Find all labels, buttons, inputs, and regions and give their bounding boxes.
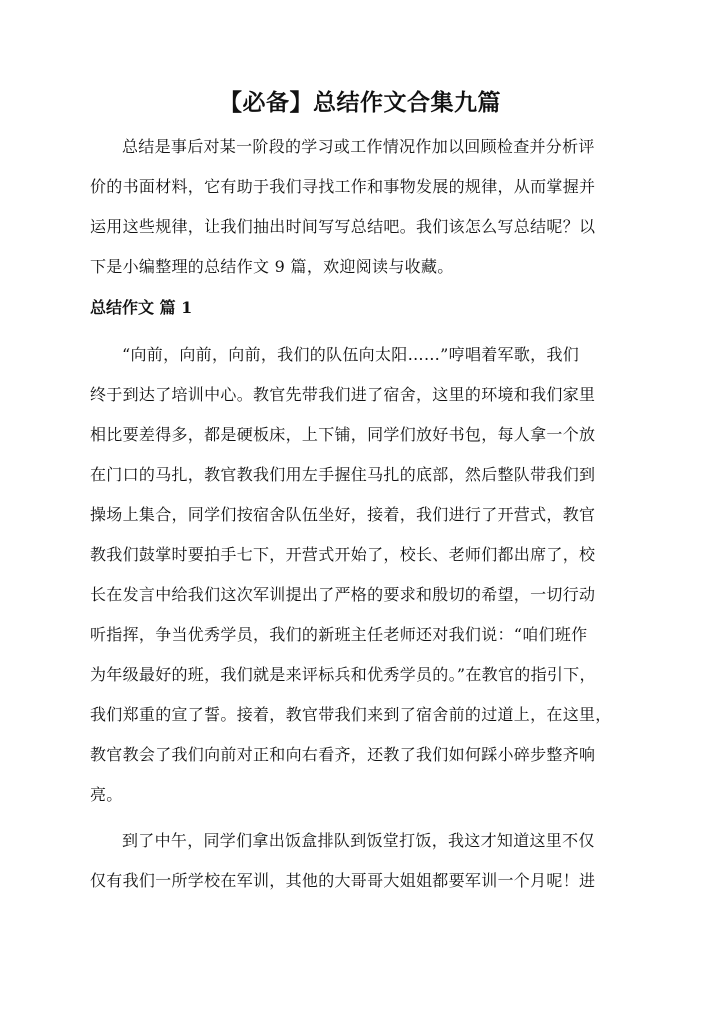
paragraph-line: 相比要差得多，都是硬板床，上下铺，同学们放好书包，每人拿一个放 (90, 425, 596, 444)
intro-line: 价的书面材料，它有助于我们寻找工作和事物发展的规律，从而掌握并 (90, 177, 596, 196)
intro-line: 下是小编整理的总结作文 9 篇，欢迎阅读与收藏。 (90, 257, 454, 276)
paragraph-line: “向前，向前，向前，我们的队伍向太阳……”哼唱着军歌，我们 (122, 345, 580, 364)
paragraph-line: 在门口的马扎，教官教我们用左手握住马扎的底部，然后整队带我们到 (90, 465, 596, 484)
document-title: 【必备】总结作文合集九篇 (219, 89, 501, 116)
paragraph-line: 为年级最好的班，我们就是来评标兵和优秀学员的。”在教官的指引下， (90, 665, 596, 684)
intro-line: 总结是事后对某一阶段的学习或工作情况作加以回顾检查并分析评 (122, 137, 595, 156)
intro-line: 运用这些规律，让我们抽出时间写写总结吧。我们该怎么写总结呢？以 (90, 217, 596, 236)
paragraph-line: 长在发言中给我们这次军训提出了严格的要求和殷切的希望，一切行动 (90, 585, 596, 604)
paragraph-line: 仅有我们一所学校在军训，其他的大哥哥大姐姐都要军训一个月呢！进 (90, 871, 596, 890)
paragraph-line: 我们郑重的宣了誓。接着，教官带我们来到了宿舍前的过道上，在这里， (90, 705, 612, 724)
paragraph-line: 亮。 (90, 785, 123, 804)
paragraph-line: 到了中午，同学们拿出饭盒排队到饭堂打饭，我这才知道这里不仅 (122, 831, 595, 850)
paragraph-line: 操场上集合，同学们按宿舍队伍坐好，接着，我们进行了开营式，教官 (90, 505, 596, 524)
paragraph-line: 教我们鼓掌时要拍手七下，开营式开始了，校长、老师们都出席了，校 (90, 545, 596, 564)
paragraph-line: 听指挥，争当优秀学员，我们的新班主任老师还对我们说：“咱们班作 (90, 625, 588, 644)
paragraph-line: 终于到达了培训中心。教官先带我们进了宿舍，这里的环境和我们家里 (90, 385, 596, 404)
section-heading: 总结作文 篇 1 (90, 298, 193, 317)
paragraph-line: 教官教会了我们向前对正和向右看齐，还教了我们如何踩小碎步整齐响 (90, 745, 596, 764)
